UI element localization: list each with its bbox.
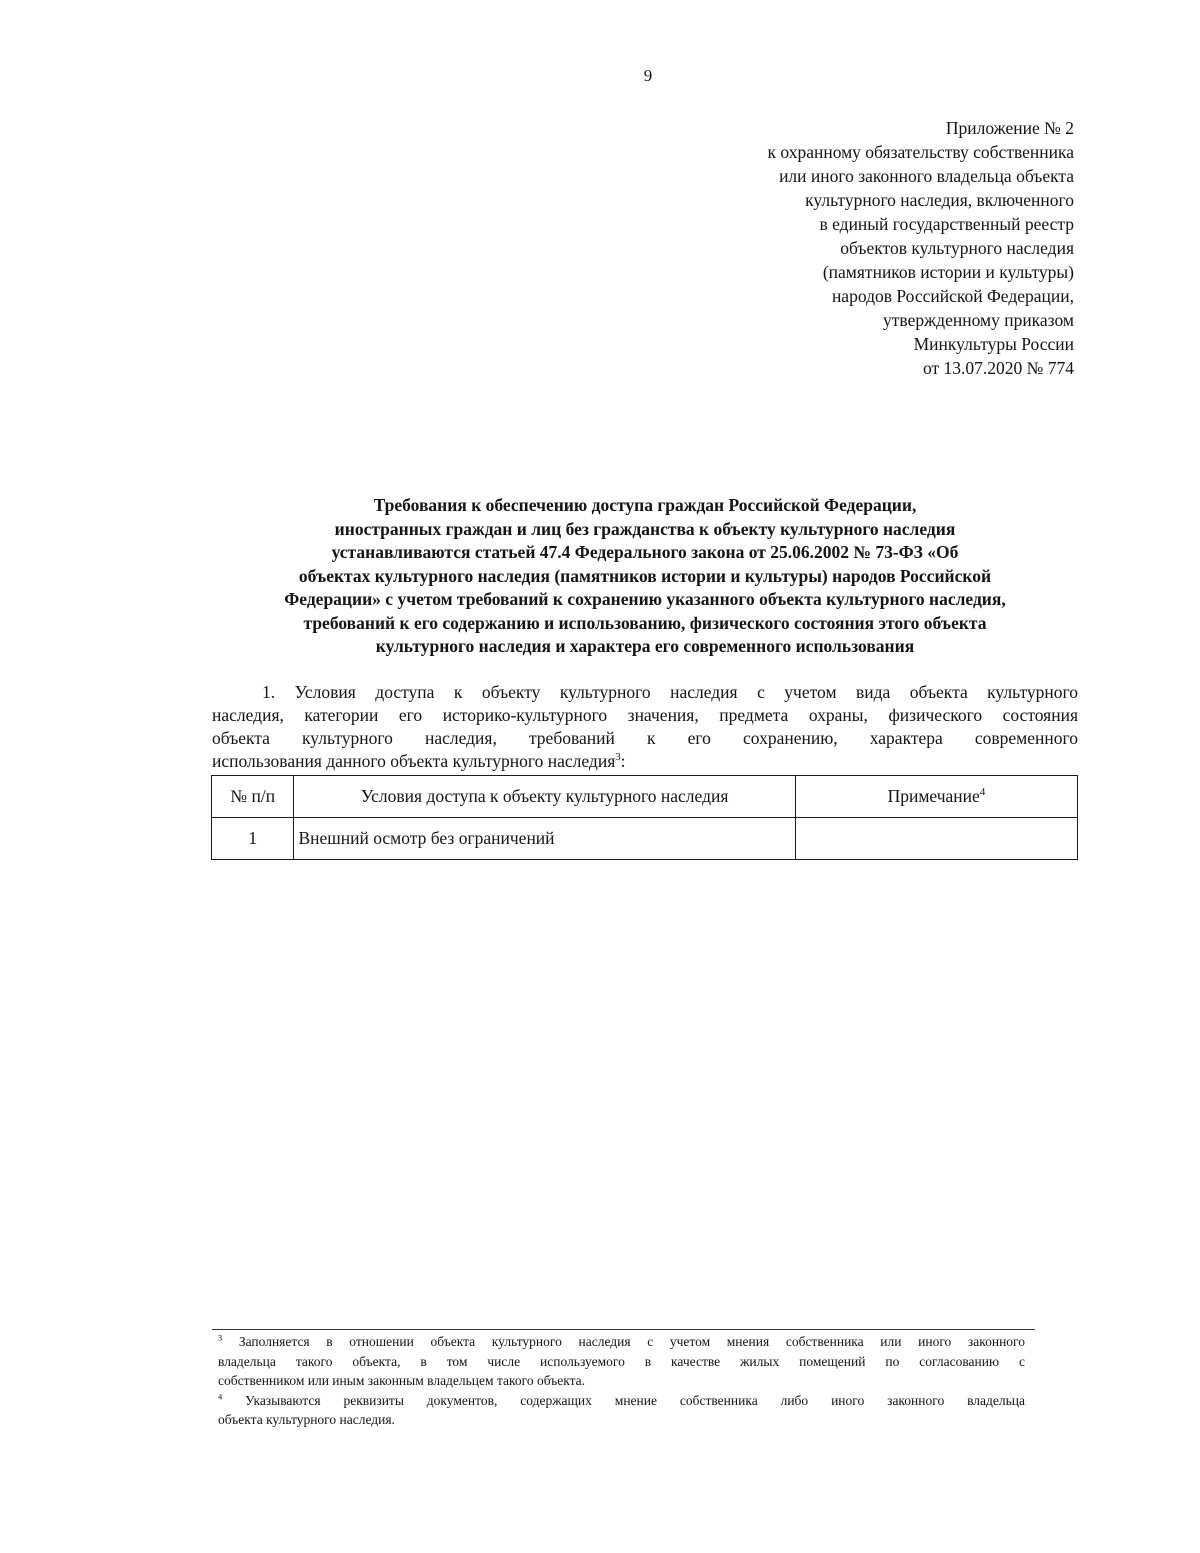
cell-number: 1	[212, 818, 294, 860]
cell-access-condition: Внешний осмотр без ограничений	[294, 818, 795, 860]
annex-line: от 13.07.2020 № 774	[923, 358, 1074, 378]
footnote-marker: 4	[218, 1392, 223, 1402]
annex-line: или иного законного владельца объекта	[779, 166, 1074, 186]
footnote-separator	[212, 1329, 1035, 1330]
footnote-line: собственником или иным законным владельцем такого объекта.	[218, 1373, 586, 1389]
footnote-ref-4: 4	[979, 786, 986, 799]
annex-line: культурного наследия, включенного	[805, 190, 1074, 210]
annex-line: объектов культурного наследия	[840, 238, 1074, 258]
footnote-text: Заполняется в отношении объекта культурного наследия с учетом мнения собственника или иного законного	[238, 1334, 1026, 1349]
annex-line: (памятников истории и культуры)	[822, 262, 1074, 282]
table-header-row	[212, 776, 1078, 818]
title-line: Федерации» с учетом требований к сохранению указанного объекта культурного наследия,	[284, 589, 1006, 609]
footnote-marker: 3	[218, 1333, 223, 1343]
footnote-line	[218, 1332, 1025, 1352]
document-title	[200, 494, 1090, 659]
annex-line: утвержденному приказом	[883, 310, 1074, 330]
annex-header	[554, 116, 1074, 380]
footnote-line: объекта культурного наследия.	[218, 1412, 395, 1428]
access-conditions-table	[211, 775, 1078, 860]
annex-line: в единый государственный реестр	[819, 214, 1074, 234]
paragraph-access-conditions	[212, 681, 1078, 773]
footnote-line: владельца такого объекта, в том числе используемого в качестве жилых помещений по согласованию с	[218, 1353, 1025, 1369]
annex-line: народов Российской Федерации,	[831, 286, 1074, 306]
header-access-conditions: Условия доступа к объекту культурного наследия	[294, 776, 795, 818]
paragraph-line-tail: :	[620, 751, 626, 771]
footnote-text: Указываются реквизиты документов, содержащих мнение собственника либо иного законного владельца	[245, 1392, 1026, 1408]
annex-line: Приложение № 2	[945, 118, 1074, 138]
paragraph-line-text: использования данного объекта культурного наследия	[212, 751, 616, 771]
paragraph-line: 1. Условия доступа к объекту культурного наследия с учетом вида объекта культурного	[262, 682, 1078, 702]
header-number: № п/п	[212, 776, 294, 818]
paragraph-line: объекта культурного наследия, требований к его сохранению, характера современного	[212, 728, 1078, 748]
title-line: устанавливаются статьей 47.4 Федерального закона от 25.06.2002 № 73-ФЗ «Об	[331, 542, 959, 562]
paragraph-last-line	[212, 750, 1078, 773]
table-row	[212, 818, 1078, 860]
title-line: объектах культурного наследия (памятников истории и культуры) народов Российской	[298, 565, 992, 586]
footnotes	[218, 1332, 1025, 1430]
header-note-text: Примечание	[887, 786, 980, 806]
header-note	[795, 776, 1077, 818]
title-line: требований к его содержанию и использованию, физического состояния этого объекта	[303, 612, 987, 633]
annex-line: к охранному обязательству собственника	[767, 142, 1074, 162]
footnote-ref-3: 3	[615, 751, 621, 764]
cell-note	[795, 818, 1077, 860]
paragraph-line: наследия, категории его историко-культурного значения, предмета охраны, физического состояния	[212, 705, 1078, 725]
title-line: иностранных граждан и лиц без гражданства к объекту культурного наследия	[334, 518, 956, 539]
title-line: Требования к обеспечению доступа граждан Российской Федерации,	[373, 495, 917, 515]
title-line: культурного наследия и характера его современного использования	[375, 636, 915, 656]
footnote-line	[218, 1391, 1025, 1411]
page-number: 9	[643, 66, 653, 85]
annex-line: Минкультуры России	[913, 334, 1074, 354]
